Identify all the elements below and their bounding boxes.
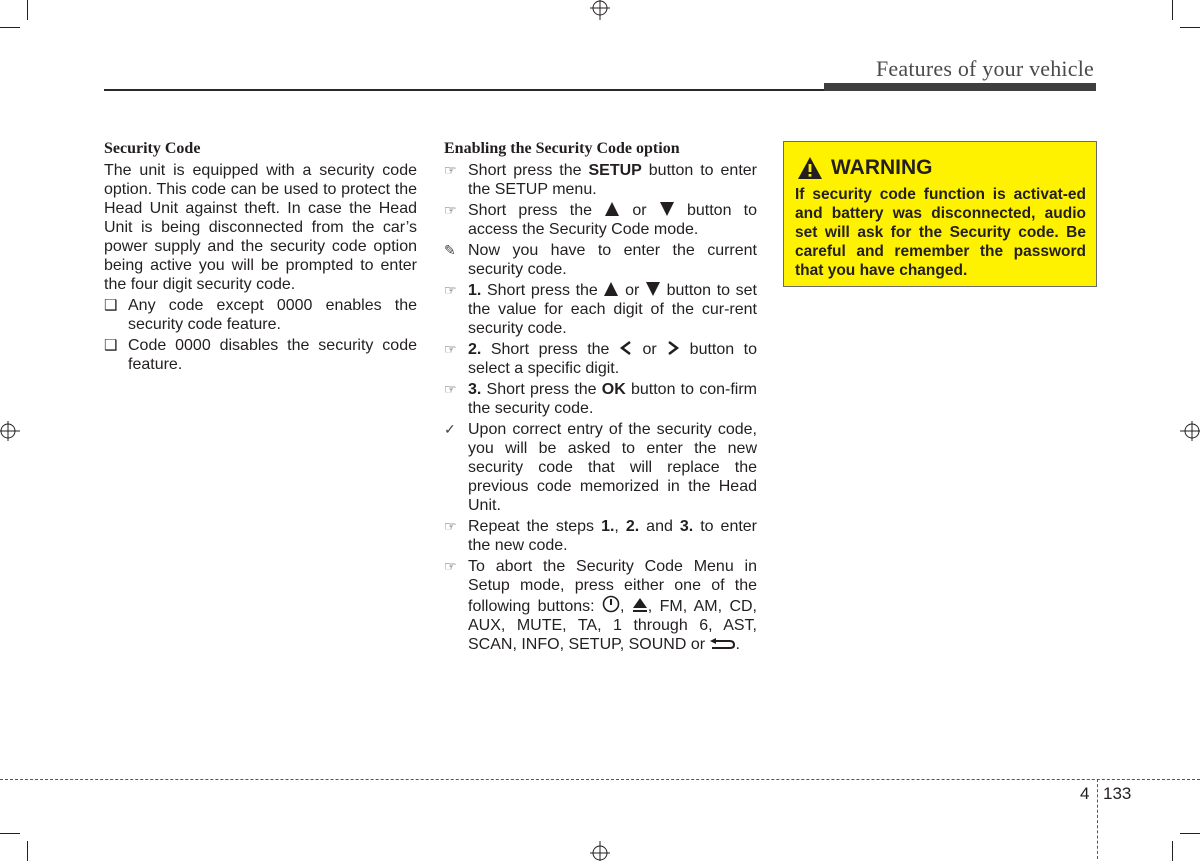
step-number: 2. bbox=[468, 341, 482, 358]
pointing-hand-icon: ☞ bbox=[444, 558, 457, 574]
registration-mark-right bbox=[1180, 421, 1200, 441]
eject-icon bbox=[632, 597, 648, 613]
checkbox-icon: ❑ bbox=[104, 337, 118, 354]
pointing-hand-icon: ☞ bbox=[444, 162, 457, 178]
step-item bbox=[444, 340, 757, 378]
step-text: button to set the value for each digit of the cur-rent security code. bbox=[468, 282, 758, 337]
footer-divider bbox=[1097, 779, 1098, 859]
step-ref: 2. bbox=[625, 518, 640, 535]
warning-header bbox=[795, 154, 1086, 182]
crop-mark bbox=[27, 0, 28, 20]
step-item bbox=[444, 241, 757, 279]
warning-box bbox=[783, 141, 1097, 287]
step-text: and bbox=[639, 518, 680, 535]
step-text: Now you have to enter the current security code. bbox=[468, 242, 757, 278]
step-text: or bbox=[619, 282, 645, 299]
crop-mark bbox=[1172, 0, 1173, 20]
section-heading: Enabling the Security Code option bbox=[444, 140, 680, 157]
list-item-text: Code 0000 disables the security code feature. bbox=[128, 337, 417, 373]
step-item bbox=[444, 281, 757, 338]
section-heading: Security Code bbox=[104, 140, 201, 157]
crop-mark bbox=[27, 841, 28, 861]
chapter-number: 4 bbox=[1080, 784, 1090, 803]
pointing-hand-icon: ☞ bbox=[444, 341, 457, 357]
pointing-hand-icon: ☞ bbox=[444, 282, 457, 298]
registration-mark-bottom bbox=[590, 841, 610, 861]
crop-mark bbox=[0, 27, 20, 28]
step-item bbox=[444, 201, 757, 239]
step-text: Upon correct entry of the security code, you will be asked to enter the new security code that will replace the previous code memorized in the Head Unit. bbox=[468, 421, 757, 514]
checkbox-icon: ❑ bbox=[104, 297, 118, 314]
pointing-hand-icon: ☞ bbox=[444, 518, 457, 534]
step-ref: 1. bbox=[601, 518, 615, 535]
registration-mark-left bbox=[0, 421, 20, 441]
page-header-title: Features of your vehicle bbox=[875, 56, 1094, 81]
step-text: Short press the bbox=[481, 381, 602, 398]
triangle-up-icon bbox=[604, 201, 620, 217]
crop-mark bbox=[0, 833, 20, 834]
step-text: button to select a specific digit. bbox=[468, 341, 758, 377]
chevron-left-icon bbox=[619, 340, 633, 356]
back-arrow-icon bbox=[710, 637, 736, 651]
step-text: or bbox=[632, 341, 667, 358]
step-text: to enter the new code. bbox=[468, 518, 758, 554]
middle-column bbox=[444, 139, 757, 656]
step-text: , bbox=[619, 598, 632, 615]
pencil-icon: ✎ bbox=[444, 242, 456, 258]
power-knob-icon bbox=[602, 595, 620, 613]
chevron-right-icon bbox=[666, 340, 680, 356]
intro-paragraph: The unit is equipped with a security code option. This code can be used to protect the Head Unit against theft. In case the Head Unit is being disconnected from the car’s power supply and the security code option being active you will be prompted to enter the four digit security code. bbox=[104, 162, 417, 293]
header-rule-accent bbox=[824, 83, 1096, 91]
step-text: button to access the Security Code mode. bbox=[468, 202, 758, 238]
left-column bbox=[104, 139, 417, 376]
step-ref: 3. bbox=[679, 518, 694, 535]
setup-label: SETUP bbox=[588, 162, 642, 179]
step-text: Short press the bbox=[481, 282, 604, 299]
ok-label: OK bbox=[601, 381, 626, 398]
warning-title: WARNING bbox=[831, 156, 933, 179]
list-item-text: Any code except 0000 enables the security code feature. bbox=[128, 297, 417, 333]
footer-rule bbox=[0, 779, 1200, 780]
triangle-down-icon bbox=[645, 281, 661, 297]
triangle-down-icon bbox=[659, 201, 675, 217]
crop-mark bbox=[1180, 27, 1200, 28]
header-rule bbox=[104, 89, 824, 91]
warning-triangle-icon bbox=[797, 156, 823, 180]
step-text: To abort the Security Code Menu in Setup mode, press either one of the following buttons: bbox=[468, 558, 757, 615]
step-text: button to con-firm the security code. bbox=[468, 381, 758, 417]
registration-mark-top bbox=[590, 0, 610, 20]
warning-text: If security code function is activat-ed and battery was disconnected, audio set will ask for the Security code. Be careful and remember the password that you have changed. bbox=[795, 186, 1086, 279]
step-text: or bbox=[620, 202, 659, 219]
triangle-up-icon bbox=[603, 281, 619, 297]
step-item bbox=[444, 517, 757, 555]
step-text: . bbox=[735, 636, 740, 653]
step-text: button to enter the SETUP menu. bbox=[468, 162, 757, 198]
step-text: Short press the bbox=[468, 162, 589, 179]
pointing-hand-icon: ☞ bbox=[444, 381, 457, 397]
crop-mark bbox=[1172, 841, 1173, 861]
step-number: 1. bbox=[468, 282, 482, 299]
step-text: Short press the bbox=[481, 341, 619, 358]
step-text: Short press the bbox=[468, 202, 605, 219]
step-item bbox=[444, 380, 757, 418]
step-text: , FM, AM, CD, AUX, MUTE, TA, 1 through 6, AST, SCAN, INFO, SETUP, SOUND or bbox=[468, 598, 757, 653]
step-item bbox=[444, 557, 757, 654]
list-item bbox=[104, 336, 417, 374]
step-number: 3. bbox=[468, 381, 482, 398]
step-text: Repeat the steps bbox=[468, 518, 602, 535]
crop-mark bbox=[1180, 833, 1200, 834]
page-number: 133 bbox=[1103, 784, 1132, 803]
pointing-hand-icon: ☞ bbox=[444, 202, 457, 218]
list-item bbox=[104, 296, 417, 334]
step-text: , bbox=[614, 518, 626, 535]
step-item bbox=[444, 161, 757, 199]
checkmark-icon: ✓ bbox=[444, 421, 456, 437]
step-item bbox=[444, 420, 757, 515]
